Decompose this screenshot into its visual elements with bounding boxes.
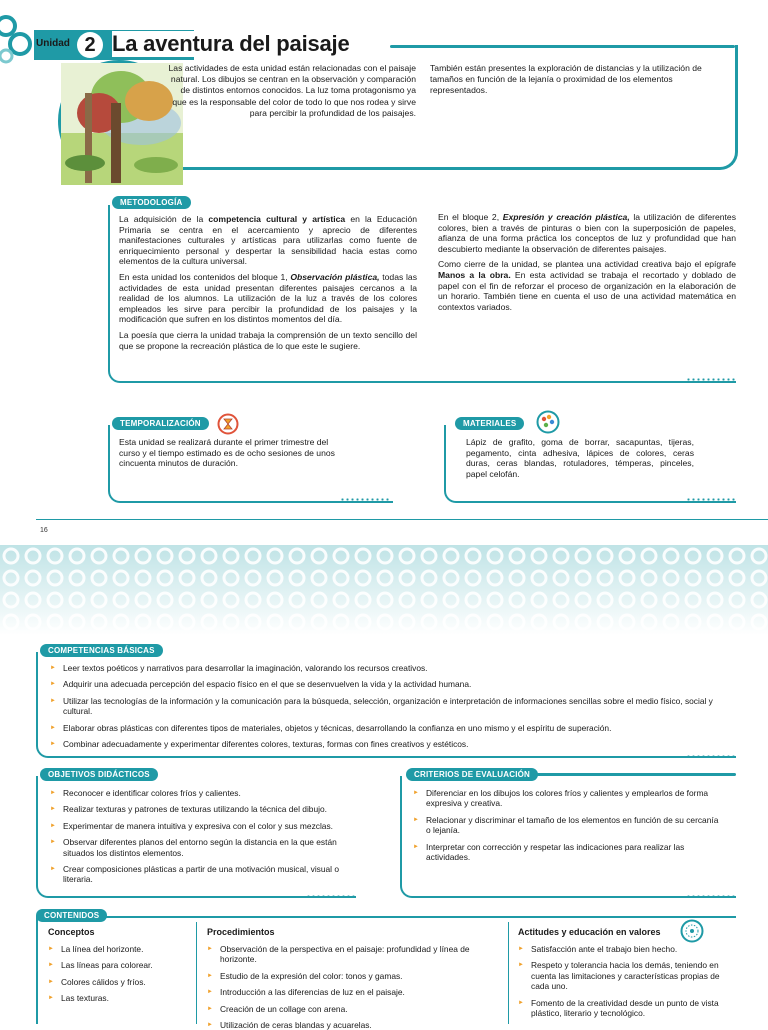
materiales-text: Lápiz de grafito, goma de borrar, sacapuntas, tijeras, pegamento, cinta adhesiva, lápices de colores, ceras duras, ceras blandas, rotuladores, témperas, pinceles, papel celofán. <box>466 437 694 479</box>
procedimientos-heading: Procedimientos <box>207 927 275 937</box>
materiales-label: MATERIALES <box>455 417 524 430</box>
list-item: ► Estudio de la expresión del color: tonos y gamas. <box>207 971 497 981</box>
competencias-label: COMPETENCIAS BÁSICAS <box>40 644 163 657</box>
intro-text-right: También están presentes la exploración de distancias y la utilización de tamaños en función de la lejanía o proximidad de los elementos representados. <box>430 63 702 96</box>
temporalizacion-dots <box>340 498 390 501</box>
list-item: ► Satisfacción ante el trabajo bien hecho. <box>518 944 730 954</box>
list-item: ► Las texturas. <box>48 993 188 1003</box>
list-item: ► Diferenciar en los dibujos los colores fríos y calientes y emplearlos de forma expresiva y creativa. <box>413 788 723 809</box>
conceptos-column <box>48 927 188 1010</box>
materiales-dots <box>686 498 736 501</box>
list-item: ► Crear composiciones plásticas a partir de una motivación musical, visual o literaria. <box>50 864 346 885</box>
list-item: ► Relacionar y discriminar el tamaño de los elementos en función de su cercanía o lejanía. <box>413 815 723 836</box>
intro-text-left: Las actividades de esta unidad están relacionadas con el paisaje natural. Los dibujos se centran en la observación y comparación de distintos entornos conocidos. La luz toma protagonismo ya que es la responsable del color de todo lo que nos rodea y sirve para percibir la profundidad de los paisajes. <box>168 63 416 118</box>
list-item <box>207 1004 497 1014</box>
decorative-circle-band <box>0 545 768 635</box>
actitudes-heading: Actitudes y educación en valores <box>518 927 661 937</box>
list-item: ► Observación de la perspectiva en el paisaje: profundidad y línea de horizonte. <box>207 944 497 965</box>
list-item: ► Adquirir una adecuada percepción del espacio físico en el que se desenvuelven la vida y la actividad humana. <box>50 679 730 689</box>
list-item: ► La línea del horizonte. <box>48 944 188 954</box>
list-item: ► Elaborar obras plásticas con diferentes tipos de materiales, objetos y técnicas, desarrollando la confianza en uno mismo y el espíritu de superación. <box>50 723 730 733</box>
contenidos-left-rule <box>36 916 38 1024</box>
values-badge-icon <box>680 919 704 943</box>
list-item: ► Experimentar de manera intuitiva y expresiva con el color y sus mezclas. <box>50 821 346 831</box>
list-item: ► Fomento de la creatividad desde un punto de vista plástico, literario y tecnológico. <box>518 998 730 1019</box>
procedimiento-collage: Creación de un collage con arena. <box>220 1003 348 1014</box>
unit-number: 2 <box>77 32 103 58</box>
list-item: ► Interpretar con corrección y respetar las indicaciones para realizar las actividades. <box>413 842 723 863</box>
list-item: ► Respeto y tolerancia hacia los demás, teniendo en cuenta las limitaciones y características propias de cada uno. <box>518 960 730 991</box>
criterios-label: CRITERIOS DE EVALUACIÓN <box>406 768 538 781</box>
list-item: ► Utilización de ceras blandas y acuarelas. <box>207 1020 497 1030</box>
contenidos-line <box>36 916 736 918</box>
page-number: 16 <box>40 527 48 534</box>
contenidos-divider-2 <box>508 922 509 1024</box>
criterios-list <box>413 788 723 868</box>
metodologia-right: En el bloque 2, Expresión y creación plástica, la utilización de diferentes colores, bien a través de pinturas o bien con la superposición de papeles, afianza de una forma práctica los conceptos de luz y profundidad que han descubierto mediante la observación de diferentes paisajes. Como cierre de la unidad, se plantea una actividad creativa bajo el epígrafe Manos a la obra. En esta actividad se trabaja el recortado y doblado de papel con el fin de reforzar el proceso de organización en la elaboración de un horario. También tiene en cuenta el uso de una actividad matemática en contextos variados. <box>438 212 736 312</box>
unit-word: Unidad <box>36 38 70 49</box>
corner-decoration <box>0 14 34 64</box>
list-item: ► Introducción a las diferencias de luz en el paisaje. <box>207 987 497 997</box>
objetivos-list <box>50 788 346 891</box>
competencias-dots <box>686 755 736 758</box>
metodologia-dots <box>686 378 736 381</box>
list-item: ► Leer textos poéticos y narrativos para desarrollar la imaginación, valorando los recursos creativos. <box>50 663 730 673</box>
list-item: ► Colores cálidos y fríos. <box>48 977 188 987</box>
competencias-list <box>50 663 730 755</box>
contenidos-divider-1 <box>196 922 197 1024</box>
objetivos-dots <box>306 895 356 898</box>
list-item: ► Combinar adecuadamente y experimentar diferentes colores, texturas, formas con fines creativos y estéticos. <box>50 739 730 749</box>
metodologia-left: La adquisición de la competencia cultural y artística en la Educación Primaria se centra en el acercamiento y aprecio de diferentes manifestaciones culturales y artísticas para utilizarlas como fuente de enriquecimiento personal y despertar la sensibilidad hacia estas como elementos de la cultura universal. En esta unidad los contenidos del bloque 1, Observación plástica, todas las actividades de esta unidad presentan diferentes paisajes cercanos a la realidad de los alumnos. La utilización de la luz a través de los colores empleados les sirve para percibir la profundidad de los paisajes y la modificación que sufren en los distintos momentos del día. La poesía que cierra la unidad trabaja la comprensión de un texto sencillo del que se propone la recreación plástica de lo que este le sugiere. <box>119 214 417 351</box>
objetivos-label: OBJETIVOS DIDÁCTICOS <box>40 768 158 781</box>
procedimientos-column <box>207 927 497 1030</box>
metodologia-label: METODOLOGÍA <box>112 196 191 209</box>
list-item: ► Reconocer e identificar colores fríos y calientes. <box>50 788 346 798</box>
list-item: ► Las líneas para colorear. <box>48 960 188 970</box>
landscape-illustration <box>58 60 180 182</box>
list-item: ► Observar diferentes planos del entorno según la distancia en la que están situados los distintos elementos. <box>50 837 346 858</box>
unit-title: La aventura del paisaje <box>112 31 356 57</box>
page-rule <box>36 519 768 520</box>
hourglass-icon <box>217 413 239 435</box>
temporalizacion-label: TEMPORALIZACIÓN <box>112 417 209 430</box>
criterios-dots <box>686 895 736 898</box>
paint-palette-icon <box>536 410 560 434</box>
list-item: ► Realizar texturas y patrones de texturas utilizando la técnica del dibujo. <box>50 804 346 814</box>
temporalizacion-text: Esta unidad se realizará durante el primer trimestre del curso y el tiempo estimado es de ocho sesiones de unos cincuenta minutos de duración. <box>119 437 335 469</box>
contenidos-label: CONTENIDOS <box>36 909 107 922</box>
conceptos-heading: Conceptos <box>48 927 95 937</box>
criterios-line <box>533 773 736 776</box>
list-item: ► Utilizar las tecnologías de la información y la comunicación para la búsqueda, selección, organización e interpretación de informaciones sencillas sobre el medio físico, social y cultural. <box>50 696 730 717</box>
